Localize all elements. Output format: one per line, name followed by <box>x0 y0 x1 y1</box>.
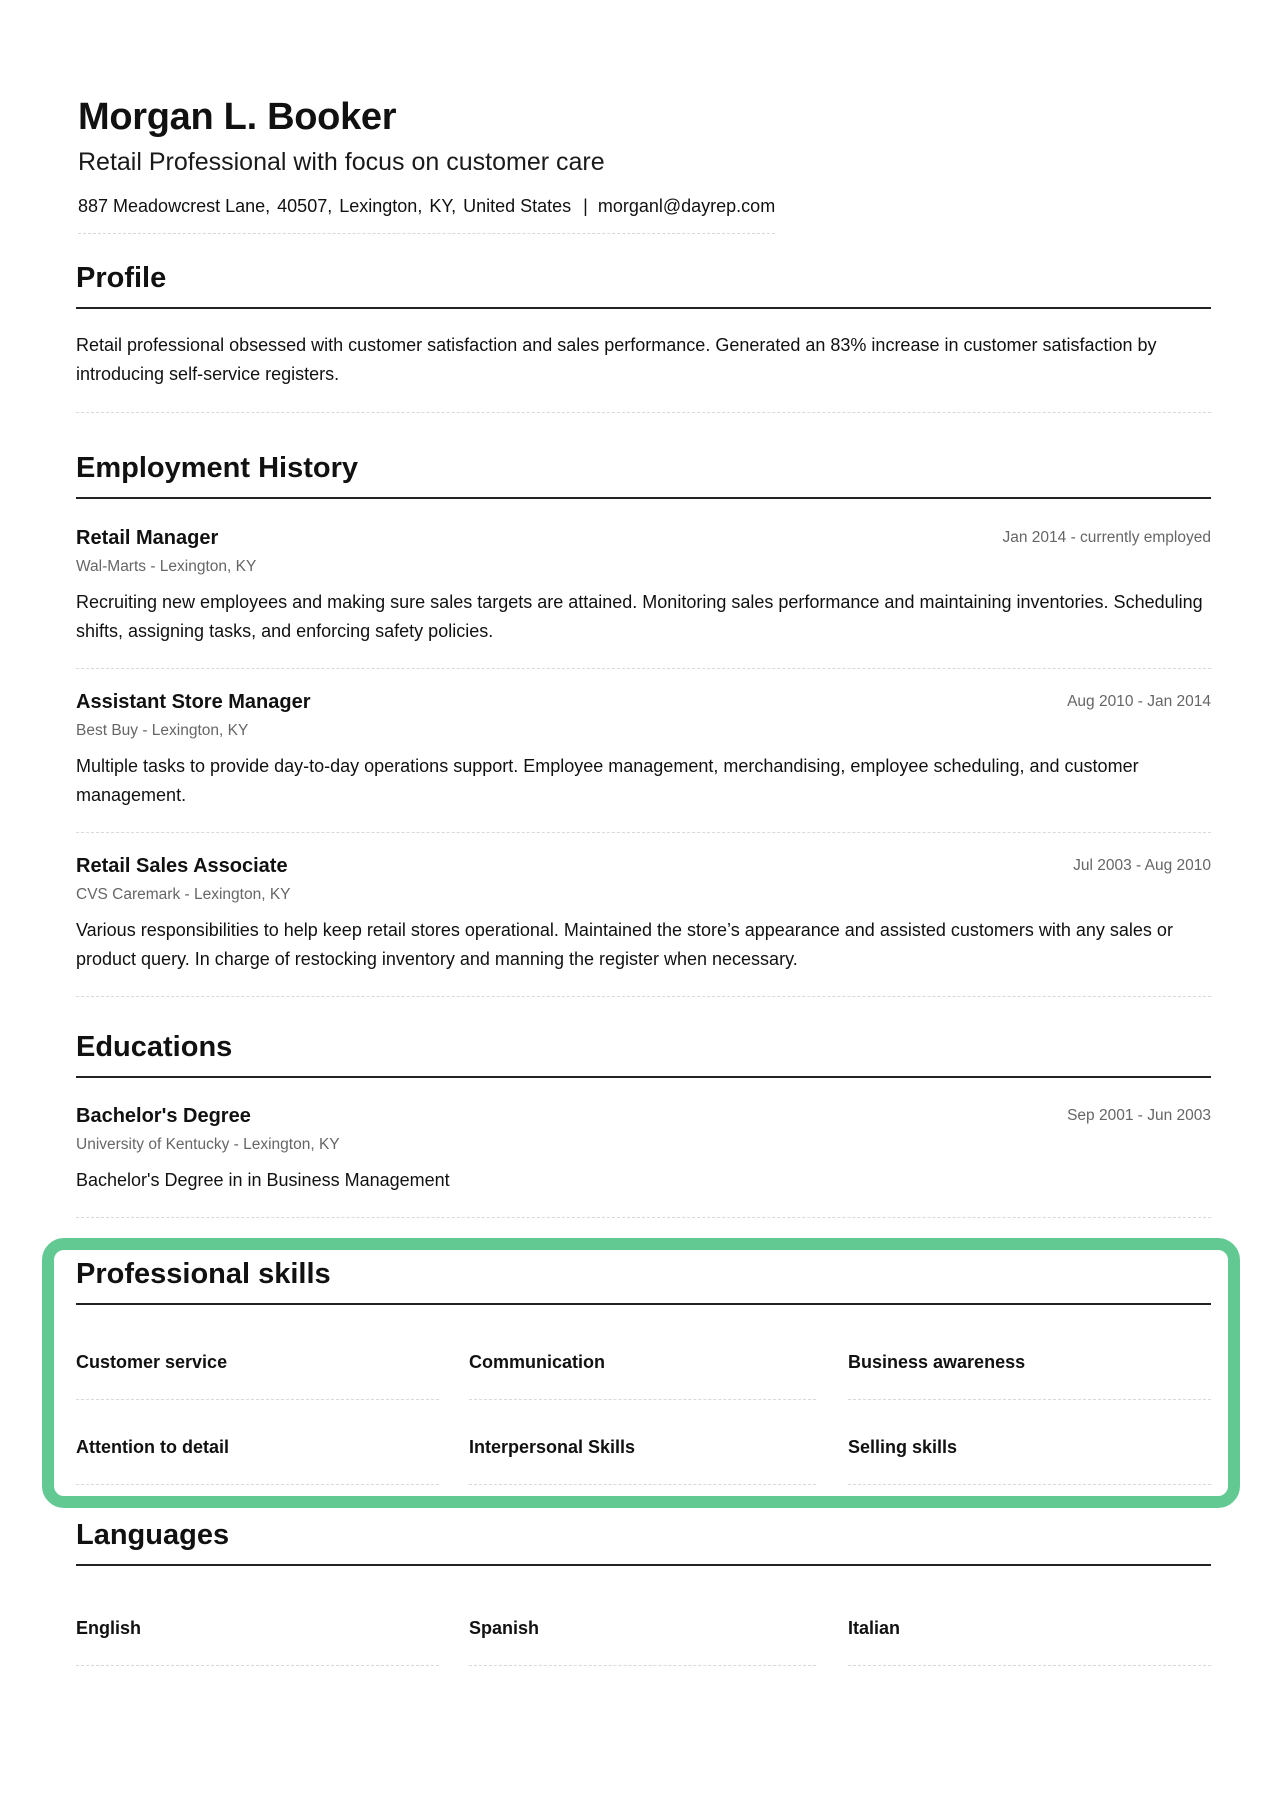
profile-section <box>76 262 1211 413</box>
job-date: Jul 2003 - Aug 2010 <box>1073 857 1211 874</box>
employment-section <box>76 452 1211 997</box>
skill-item: Selling skills <box>848 1437 1211 1485</box>
education-description: Bachelor's Degree in in Business Management <box>76 1170 450 1190</box>
languages-section <box>76 1519 1211 1566</box>
skill-item: Interpersonal Skills <box>469 1437 816 1485</box>
education-entry <box>76 1105 1211 1218</box>
section-title: Employment History <box>76 452 1211 499</box>
language-item: English <box>76 1618 439 1666</box>
job-title: Retail Sales Associate <box>76 855 288 877</box>
contact-street: 887 Meadowcrest Lane <box>78 196 266 216</box>
contact-city: Lexington <box>339 196 418 216</box>
education-school: University of Kentucky - Lexington, KY <box>76 1136 340 1153</box>
profile-text: Retail professional obsessed with customer satisfaction and sales performance. Generated an 83% increase in customer satisfaction by introducing self-service registers. <box>76 309 1211 413</box>
section-title: Languages <box>76 1519 1211 1566</box>
job-description: Multiple tasks to provide day-to-day operations support. Employee management, merchandising, employee scheduling, and customer management. <box>76 756 1139 805</box>
language-item: Italian <box>848 1618 1211 1666</box>
contact-country: United States <box>463 196 572 216</box>
skill-item: Customer service <box>76 1352 439 1400</box>
education-date: Sep 2001 - Jun 2003 <box>1067 1107 1211 1124</box>
section-title: Educations <box>76 1031 1211 1078</box>
contact-line: 887 Meadowcrest Lane, 40507, Lexington, KY, United States | morganl@dayrep.com <box>78 196 775 234</box>
job-title: Assistant Store Manager <box>76 691 311 713</box>
resume-headline: Retail Professional with focus on customer care <box>78 148 605 176</box>
job-date: Jan 2014 - currently employed <box>1002 529 1211 546</box>
skill-item: Communication <box>469 1352 816 1400</box>
section-title: Professional skills <box>76 1258 1211 1305</box>
skills-highlight-frame <box>42 1238 1240 1508</box>
language-item: Spanish <box>469 1618 816 1666</box>
job-date: Aug 2010 - Jan 2014 <box>1067 693 1211 710</box>
contact-email[interactable]: morganl@dayrep.com <box>597 196 776 216</box>
job-description: Various responsibilities to help keep retail stores operational. Maintained the store’s appearance and assisted customers with any sales or product query. In charge of restocking inventory and manning the register when necessary. <box>76 920 1173 969</box>
job-description: Recruiting new employees and making sure sales targets are attained. Monitoring sales performance and maintaining inventories. Scheduling shifts, assigning tasks, and enforcing safety policies. <box>76 592 1203 641</box>
job-employer: Wal-Marts - Lexington, KY <box>76 558 257 575</box>
job-entry <box>76 855 1211 997</box>
resume-name: Morgan L. Booker <box>78 96 397 138</box>
section-title: Profile <box>76 262 1211 309</box>
skill-item: Business awareness <box>848 1352 1211 1400</box>
contact-state: KY <box>429 196 452 216</box>
skill-item: Attention to detail <box>76 1437 439 1485</box>
job-employer: Best Buy - Lexington, KY <box>76 722 249 739</box>
contact-zip: 40507 <box>277 196 328 216</box>
education-section <box>76 1031 1211 1218</box>
job-title: Retail Manager <box>76 527 219 549</box>
job-entry <box>76 691 1211 833</box>
job-employer: CVS Caremark - Lexington, KY <box>76 886 291 903</box>
education-title: Bachelor's Degree <box>76 1105 251 1127</box>
job-entry <box>76 527 1211 669</box>
